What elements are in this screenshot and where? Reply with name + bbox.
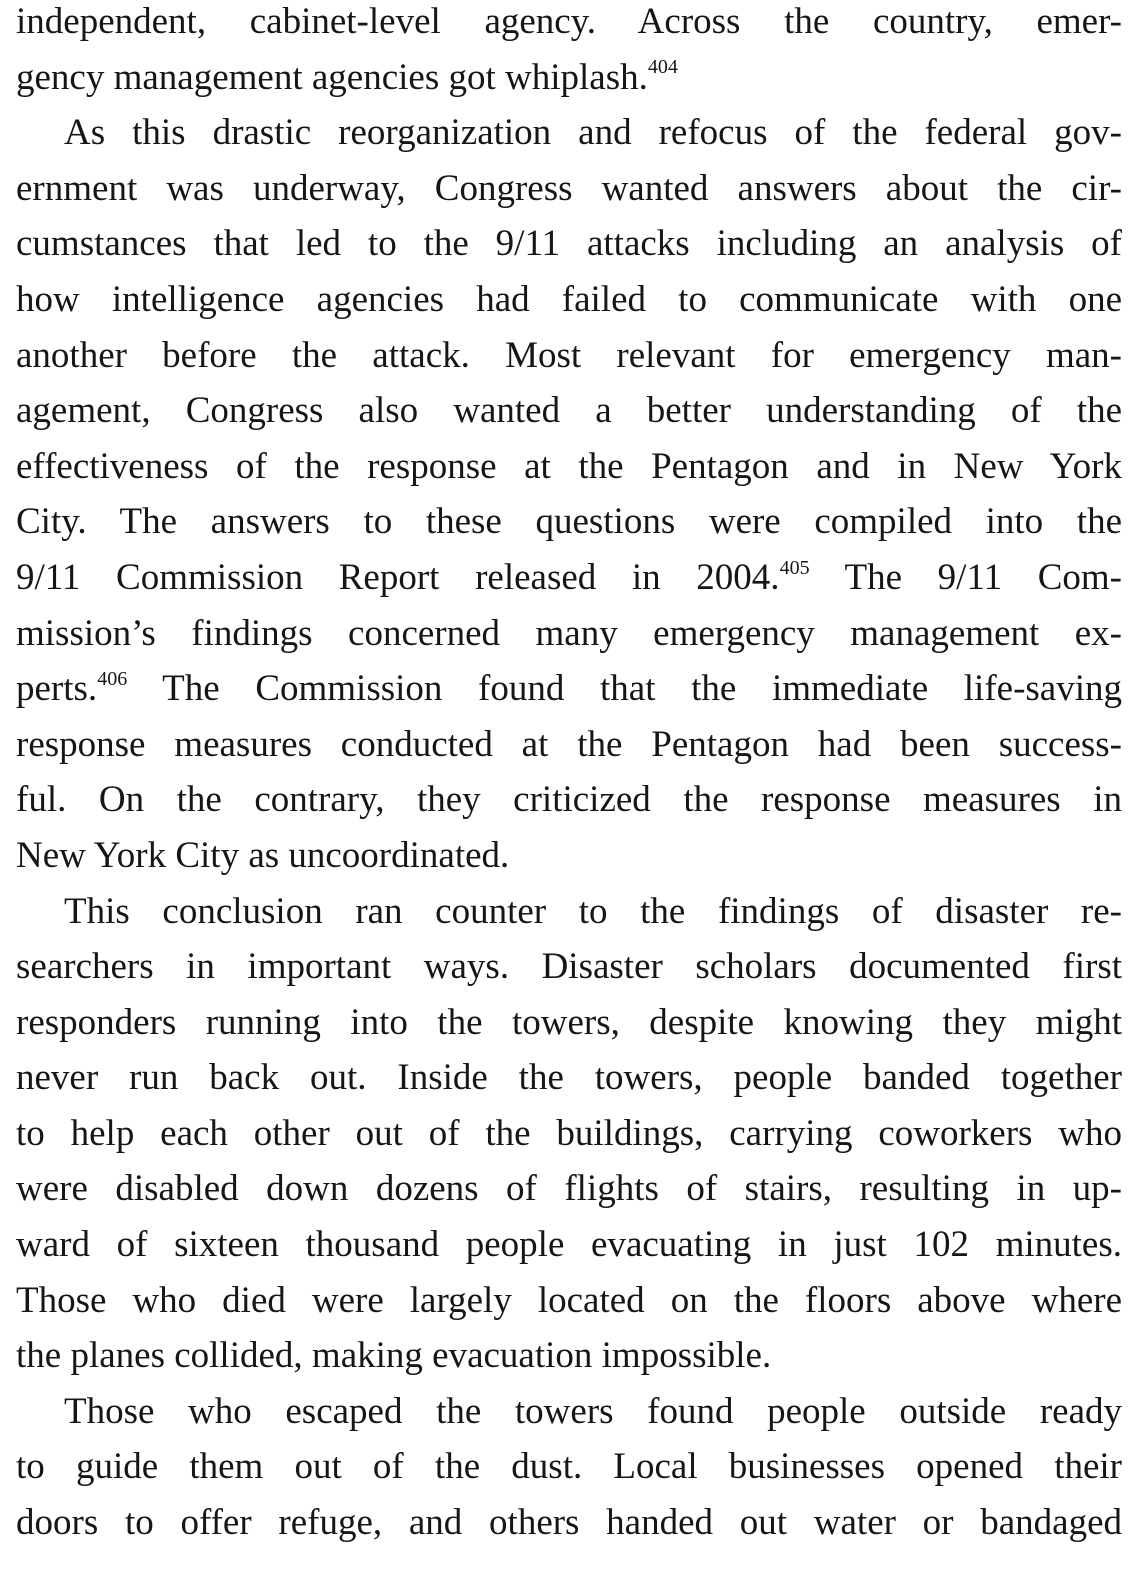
text-segment: The Commission found that the immediate life-saving [127, 668, 1122, 710]
text-line [16, 272, 1122, 328]
text-segment: response measures conducted at the Pentagon had been success- [16, 723, 1122, 765]
text-line [16, 161, 1122, 217]
text-line [16, 0, 1122, 50]
text-line [16, 772, 1122, 828]
text-line [16, 1273, 1122, 1329]
text-segment: Those who escaped the towers found people outside ready [64, 1390, 1122, 1432]
text-segment: perts. [16, 668, 98, 710]
paragraph [16, 1384, 1122, 1551]
text-line [16, 1050, 1122, 1106]
text-segment: This conclusion ran counter to the findings of disaster re- [64, 890, 1122, 932]
text-line [16, 383, 1122, 439]
text-segment: independent, cabinet-level agency. Across the country, emer- [16, 1, 1122, 42]
text-line [16, 939, 1122, 995]
text-segment: were disabled down dozens of flights of stairs, resulting in up- [16, 1168, 1122, 1210]
text-line [16, 1495, 1122, 1551]
text-line [16, 884, 1122, 940]
text-segment: ful. On the contrary, they criticized the response measures in [16, 779, 1122, 821]
text-line [16, 995, 1122, 1051]
text-line [16, 1384, 1122, 1440]
text-segment: As this drastic reorganization and refocus of the federal gov- [64, 112, 1122, 154]
text-line [16, 328, 1122, 384]
text-segment: doors to offer refuge, and others handed out water or bandaged [16, 1502, 1122, 1544]
text-segment: to guide them out of the dust. Local businesses opened their [16, 1446, 1122, 1488]
text-line [16, 717, 1122, 773]
text-segment: New York City as uncoordinated. [16, 834, 510, 876]
text-segment: City. The answers to these questions were compiled into the [16, 501, 1122, 543]
text-line [16, 661, 1122, 717]
text-segment: searchers in important ways. Disaster scholars documented first [16, 946, 1122, 988]
text-segment: 9/11 Commission Report released in 2004. [16, 556, 780, 598]
text-line [16, 216, 1122, 272]
text-segment: Those who died were largely located on the floors above where [16, 1279, 1122, 1321]
footnote-marker: 404 [647, 56, 678, 79]
footnote-marker: 405 [779, 556, 810, 579]
text-line [16, 1439, 1122, 1495]
text-line [16, 550, 1122, 606]
text-line [16, 1161, 1122, 1217]
text-segment: to help each other out of the buildings, carrying coworkers who [16, 1112, 1122, 1154]
text-line [16, 828, 1122, 884]
text-line [16, 50, 1122, 106]
text-segment: how intelligence agencies had failed to communicate with one [16, 278, 1122, 320]
text-line [16, 606, 1122, 662]
text-line [16, 105, 1122, 161]
text-line [16, 494, 1122, 550]
paragraph [16, 0, 1122, 105]
text-segment: another before the attack. Most relevant for emergency man- [16, 334, 1122, 376]
text-segment: effectiveness of the response at the Pentagon and in New York [16, 445, 1122, 487]
text-segment: never run back out. Inside the towers, people banded together [16, 1057, 1122, 1099]
document-page [16, 0, 1122, 1551]
text-segment: responders running into the towers, despite knowing they might [16, 1001, 1122, 1043]
text-segment: ward of sixteen thousand people evacuating in just 102 minutes. [16, 1224, 1122, 1266]
text-segment: The 9/11 Com- [809, 556, 1122, 598]
text-line [16, 1328, 1122, 1384]
text-line [16, 1217, 1122, 1273]
paragraph [16, 105, 1122, 883]
text-line [16, 1106, 1122, 1162]
text-segment: cumstances that led to the 9/11 attacks including an analysis of [16, 223, 1122, 265]
paragraph [16, 884, 1122, 1384]
text-line [16, 439, 1122, 495]
text-segment: gency management agencies got whiplash. [16, 56, 648, 98]
text-segment: the planes collided, making evacuation impossible. [16, 1335, 772, 1377]
text-segment: ernment was underway, Congress wanted answers about the cir- [16, 167, 1122, 209]
footnote-marker: 406 [97, 667, 128, 690]
text-segment: agement, Congress also wanted a better understanding of the [16, 390, 1122, 432]
text-segment: mission’s findings concerned many emergency management ex- [16, 612, 1122, 654]
